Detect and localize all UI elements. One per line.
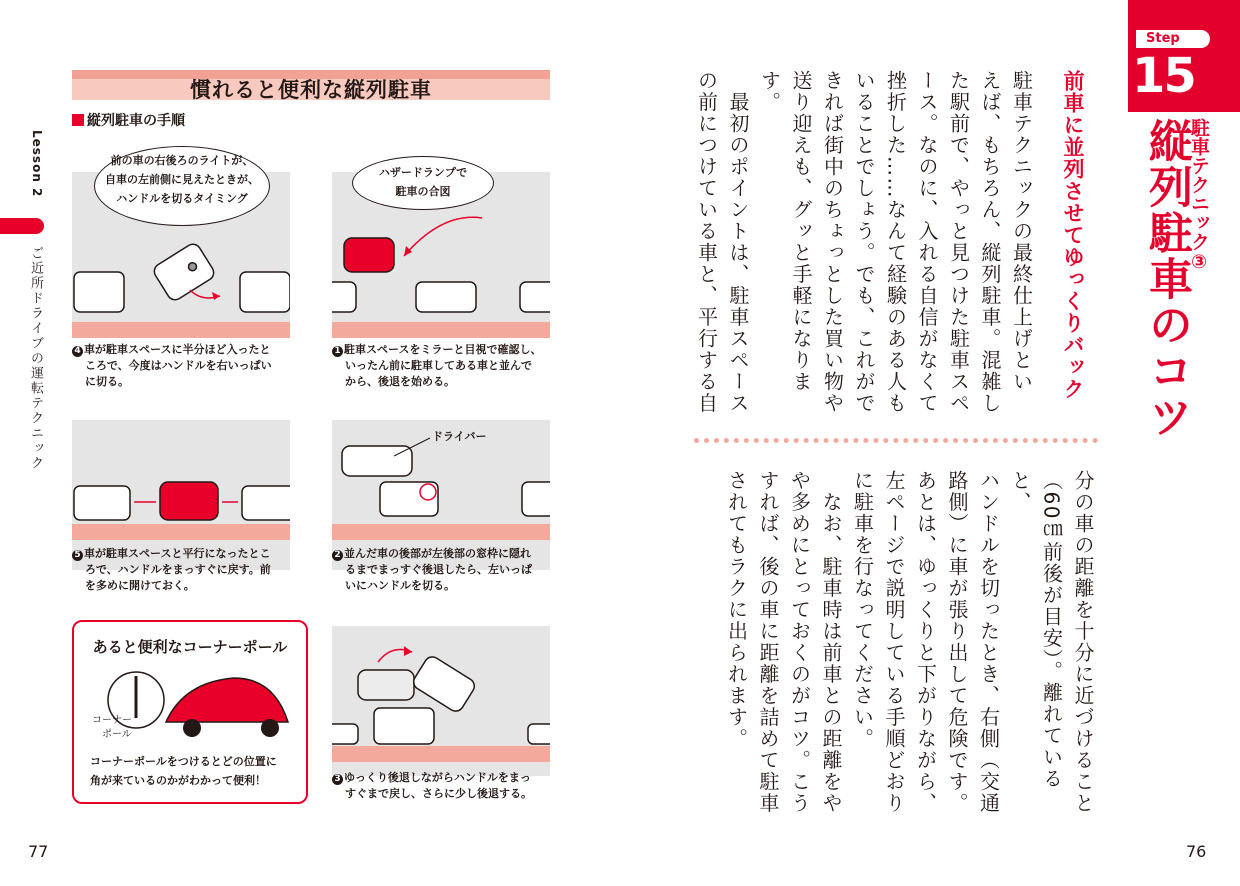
section-header (72, 70, 550, 100)
corner-pole-box (72, 620, 308, 804)
body-line: すれば、後の車に距離を詰めて駐車 (756, 470, 780, 814)
lesson-chapter: ご近所ドライブの運転テクニック (28, 246, 43, 471)
body-line: されてもラクに出られます。 (724, 470, 749, 750)
panel-1-speech-bubble (352, 156, 494, 210)
pole-label-line: コーナー (92, 715, 132, 726)
subheading-text: 縦列駐車の手順 (87, 113, 185, 129)
body-line: の前につけている車と、平行する自 (694, 70, 719, 414)
step-label: Step (1136, 30, 1210, 48)
panel-3-illustration (332, 626, 550, 792)
bubble-line: ハンドルを切るタイミング (116, 192, 248, 205)
desc-line: コーナーポールをつけるとどの位置に (90, 755, 277, 768)
page-number-left: 77 (28, 842, 49, 861)
caption-line: ゆっくり後退しながらハンドルをまっ (344, 771, 531, 784)
bubble-line: ハザードランプで (378, 166, 468, 179)
body-line: 分の車の距離を十分に近づけること (1071, 470, 1095, 814)
body-text-upper (690, 70, 1037, 415)
caption-3 (332, 770, 556, 802)
bubble-line: 前の車の右後ろのライトが、 (110, 154, 254, 167)
bubble-line: 駐車の合図 (395, 185, 451, 198)
body-line: や多めにとっておくのがコツ。こう (787, 470, 812, 814)
subheading (72, 110, 185, 130)
caption-line: を多めに開けておく。 (85, 579, 195, 592)
caption-line: 駐車スペースをミラーと目視で確認し、 (344, 343, 542, 356)
step-panel-1 (332, 166, 550, 338)
body-line: ース。なのに、入れる自信がなくて (915, 70, 939, 414)
corner-pole-desc (90, 752, 277, 790)
caption-line: いにハンドルを切る。 (345, 579, 455, 592)
corner-pole-title: あると便利なコーナーポール (92, 638, 288, 656)
step-panel-3 (332, 626, 550, 792)
body-line: きれば街中のちょっとした買い物や (820, 70, 845, 414)
step-number-badge: 1 (332, 346, 343, 357)
body-line: に駐車を行なってください。 (850, 470, 875, 750)
caption-2 (332, 546, 556, 594)
body-text-lower (720, 470, 1098, 815)
body-line: なお、駐車時は前車との距離をや (819, 470, 843, 814)
body-line: 路側）に車が張り出して危険です。 (945, 470, 969, 814)
body-line: 送り迎えも、グッと手軽になります。 (757, 70, 813, 393)
page-title: 縦列駐車のコツ (1141, 118, 1192, 440)
caption-line: 車が駐車スペースと平行になったとこ (84, 547, 271, 560)
caption-line: ころで、今度はハンドルを右いっぱい (85, 359, 272, 372)
caption-line: 並んだ車の後部が左後部の窓枠に隠れ (344, 547, 531, 560)
caption-line: に切る。 (85, 375, 129, 388)
step-panel-4 (72, 154, 290, 338)
body-line: 駐車テクニックの最終仕上げとい (1009, 70, 1034, 393)
body-line: た駅前で、やっと見つけた駐車スペ (946, 70, 971, 414)
lead-heading: 前車に並列させてゆっくりバック (1061, 70, 1085, 400)
body-line: 挫折した……なんて経験のある人も (883, 70, 908, 414)
panel-4-speech-bubble (94, 146, 270, 226)
lesson-tab-marker (0, 218, 44, 234)
square-bullet-icon (72, 114, 84, 126)
caption-line: から、後退を始める。 (345, 375, 455, 388)
body-line: いることでしょう。でも、これがで (852, 70, 876, 414)
caption-line: るまでまっすぐ後退したら、左いっぱ (345, 563, 532, 576)
caption-line: いったん前に駐車してある車と並んで (345, 359, 532, 372)
page-number-right: 76 (1186, 842, 1207, 861)
step-number-badge: 2 (332, 550, 343, 561)
desc-line: 角が来ているのかがわかって便利！ (90, 774, 266, 787)
body-line: 最初のポイントは、駐車スペース (726, 70, 750, 414)
bubble-line: 自車の左前側に見えたときが、 (105, 173, 259, 186)
caption-4 (72, 342, 296, 390)
step-number: 15 (1132, 48, 1195, 104)
step-number-badge: 3 (332, 774, 343, 785)
step-number-badge: 5 (72, 550, 83, 561)
category-label: 駐車テクニック③ (1188, 118, 1210, 273)
pole-label (92, 714, 132, 742)
body-line: えば、もちろん、縦列駐車。混雑し (978, 70, 1002, 414)
caption-5 (72, 546, 296, 594)
caption-line: すぐまで戻し、さらに少し後退する。 (345, 787, 532, 800)
body-line: あとは、ゆっくりと下がりながら、 (913, 470, 938, 814)
dotted-divider (694, 438, 1098, 443)
body-line: 左ページで説明している手順どおり (882, 470, 906, 814)
lesson-label: Lesson 2 (30, 130, 44, 198)
step-number-badge: 4 (72, 346, 83, 357)
section-title: 慣れると便利な縦列駐車 (190, 78, 432, 102)
caption-1 (332, 342, 556, 390)
pole-label-line: ポール (102, 729, 132, 740)
body-line: ハンドルを切ったとき、右側（交通 (976, 470, 1001, 814)
driver-label: ドライバー (432, 430, 487, 443)
caption-line: 車が駐車スペースに半分ほど入ったと (84, 343, 271, 356)
caption-line: ろで、ハンドルをまっすぐに戻す。前 (85, 563, 271, 576)
lesson-sidebar (22, 130, 52, 220)
body-line: （60㎝前後が目安）。離れていると、 (1008, 470, 1064, 790)
